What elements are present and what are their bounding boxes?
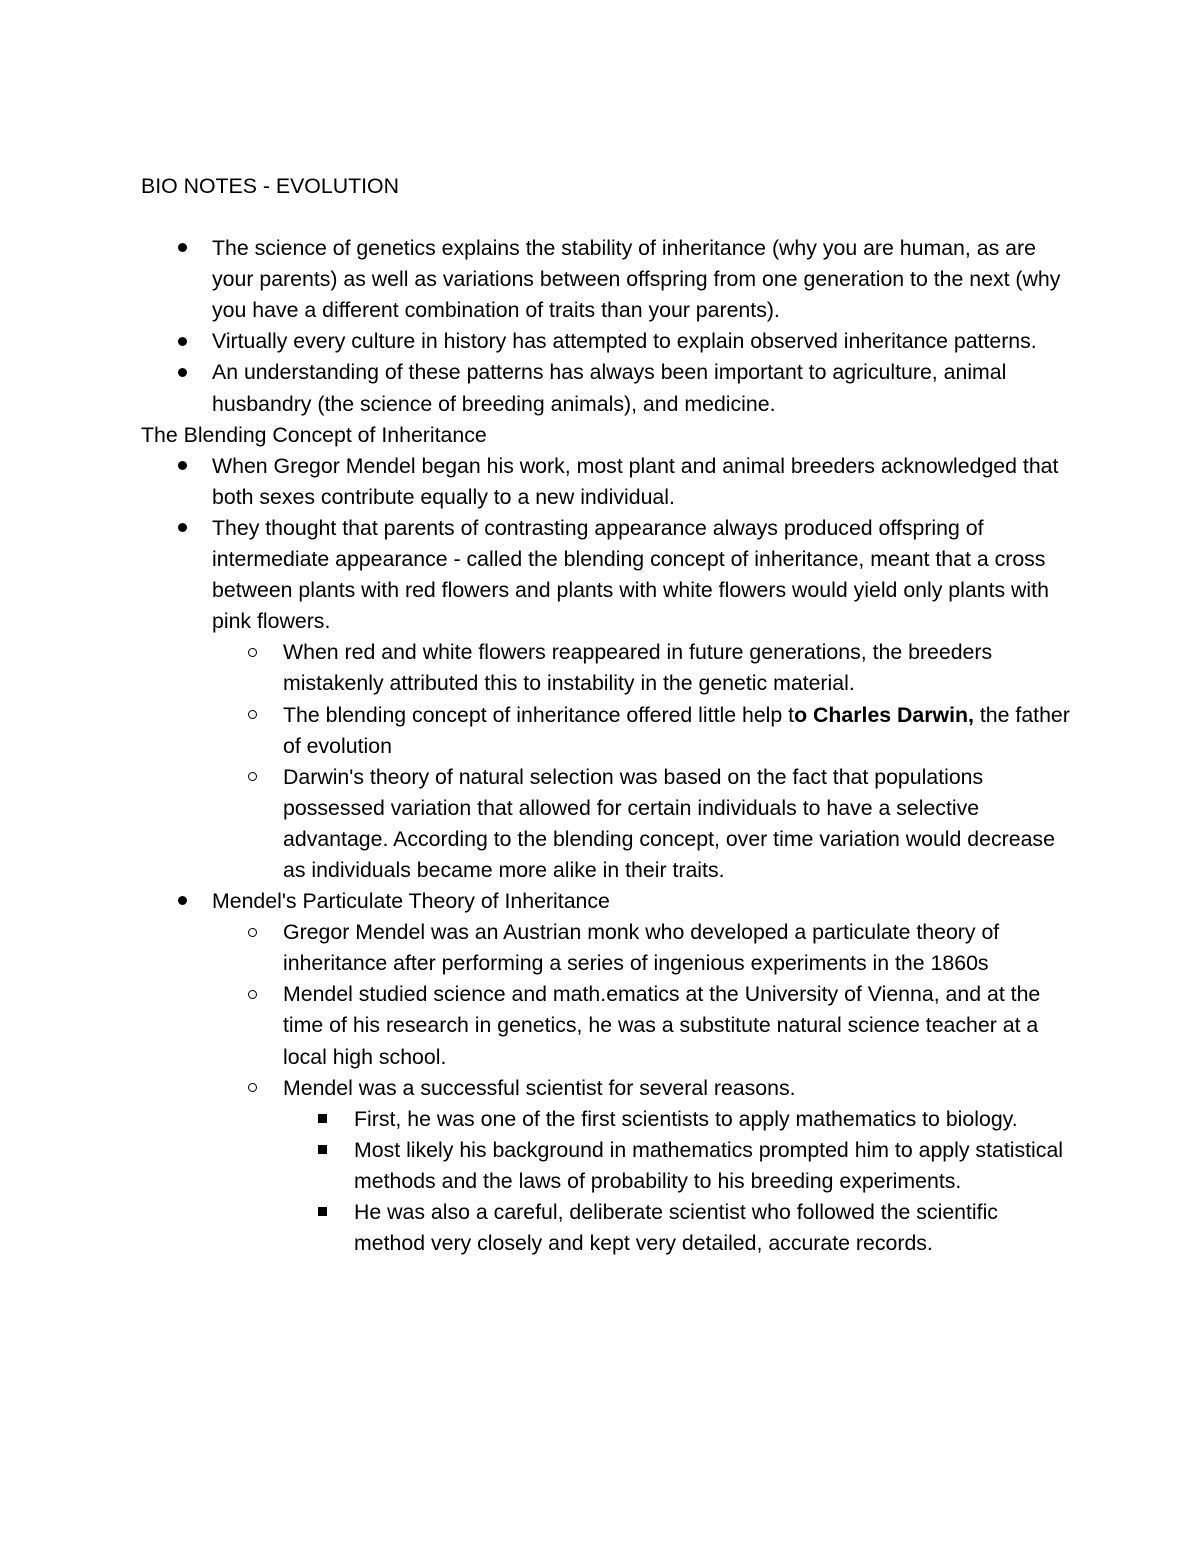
blending-bullet-list [141,451,1071,1259]
bullet-square-icon [318,1104,327,1135]
blending-sub-list [212,637,1071,886]
bullet-dot-icon [178,357,187,388]
mendel-reasons-list [283,1104,1071,1259]
mendel-sub-list [212,917,1071,1259]
list-item: When Gregor Mendel began his work, most plant and animal breeders acknowledged that both sexes contribute equally to a new individual. [141,451,1071,513]
bullet-dot-icon [178,326,187,357]
list-item: They thought that parents of contrasting appearance always produced offspring of intermediate appearance - called the blending concept of inheritance, meant that a cross between plants with red flowers and plants with white flowers would yield only plants with pink flowers. When red and white flowers reappeared in future generations, the breeders mistakenly attributed this to instability in the genetic material. The blending concept of inheritance offered little help to Charles Darwin, the father of evolution Darwin's theory of natural selection was based on the fact that populations possessed variation that allowed for certain individuals to have a selective advantage. According to the blending concept, over time variation would decrease as individuals became more alike in their traits. [141,513,1071,886]
bullet-dot-icon [178,886,187,917]
bullet-dot-icon [178,451,187,482]
bullet-square-icon [318,1135,327,1166]
list-item: First, he was one of the first scientists to apply mathematics to biology. [283,1104,1071,1135]
bullet-ring-icon [248,979,257,1010]
bullet-ring-icon [248,917,257,948]
bold-darwin-name: o Charles Darwin, [794,702,974,727]
list-item: Gregor Mendel was an Austrian monk who developed a particulate theory of inheritance after performing a series of ingenious experiments in the 1860s [212,917,1071,979]
bullet-square-icon [318,1197,327,1228]
document-page [141,171,1071,1259]
list-item: Mendel studied science and math.ematics at the University of Vienna, and at the time of his research in genetics, he was a substitute natural science teacher at a local high school. [212,979,1071,1072]
intro-bullet-list [141,233,1071,420]
bullet-ring-icon [248,637,257,668]
document-title: BIO NOTES - EVOLUTION [141,174,399,198]
list-item: He was also a careful, deliberate scientist who followed the scientific method very closely and kept very detailed, accurate records. [283,1197,1071,1259]
bullet-ring-icon [248,700,257,731]
list-item: Mendel's Particulate Theory of Inheritance Gregor Mendel was an Austrian monk who developed a particulate theory of inheritance after performing a series of ingenious experiments in the 1860s Mendel studied science and math.ematics at the University of Vienna, and at the time of his research in genetics, he was a substitute natural science teacher at a local high school. Mendel was a successful scientist for several reasons. First, he was one of the first scientists to apply mathematics to biology. Most likely his background in mathematics prompted him to apply statistical methods and the laws of probability to his breeding experiments. He was also a careful, deliberate scientist who followed the scientific method very closely and kept very detailed, accurate records. [141,886,1071,1259]
list-item: The blending concept of inheritance offered little help to Charles Darwin, the father of evolution [212,700,1071,762]
bullet-dot-icon [178,513,187,544]
bullet-dot-icon [178,233,187,264]
list-item: Mendel was a successful scientist for several reasons. First, he was one of the first scientists to apply mathematics to biology. Most likely his background in mathematics prompted him to apply statistical methods and the laws of probability to his breeding experiments. He was also a careful, deliberate scientist who followed the scientific method very closely and kept very detailed, accurate records. [212,1073,1071,1260]
list-item: The science of genetics explains the stability of inheritance (why you are human, as are your parents) as well as variations between offspring from one generation to the next (why you have a different combination of traits than your parents). [141,233,1071,326]
list-item: Virtually every culture in history has attempted to explain observed inheritance patterns. [141,326,1071,357]
bullet-ring-icon [248,1073,257,1104]
list-item: Most likely his background in mathematics prompted him to apply statistical methods and the laws of probability to his breeding experiments. [283,1135,1071,1197]
bullet-ring-icon [248,762,257,793]
list-item: An understanding of these patterns has always been important to agriculture, animal husbandry (the science of breeding animals), and medicine. [141,357,1071,419]
list-item: Darwin's theory of natural selection was based on the fact that populations possessed variation that allowed for certain individuals to have a selective advantage. According to the blending concept, over time variation would decrease as individuals became more alike in their traits. [212,762,1071,886]
list-item: When red and white flowers reappeared in future generations, the breeders mistakenly attributed this to instability in the genetic material. [212,637,1071,699]
section-heading: The Blending Concept of Inheritance [141,422,487,447]
